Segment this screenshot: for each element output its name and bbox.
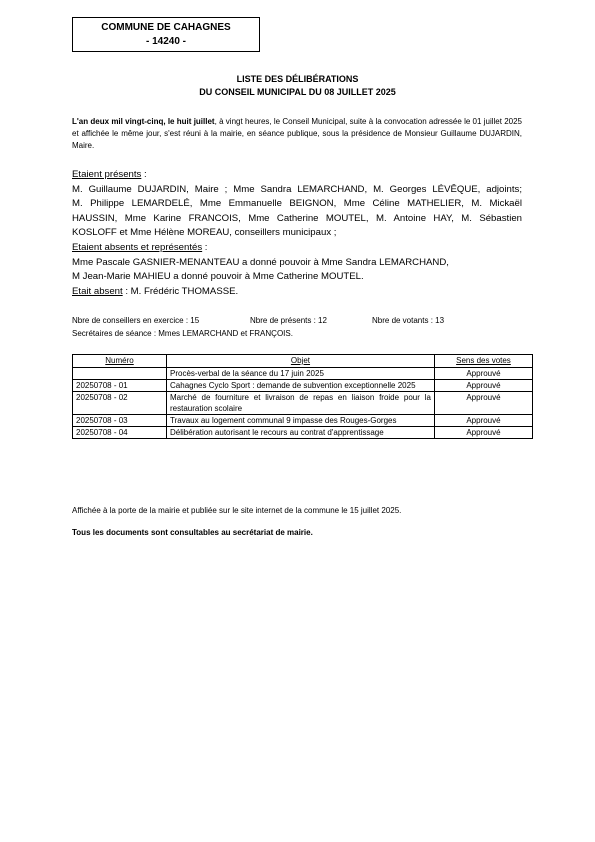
stat-presents: Nbre de présents : 12 [250,316,327,325]
table-row [73,427,533,439]
row-number: 20250708 - 03 [73,415,167,427]
header-vote: Sens des votes [434,355,532,368]
present-line: M. Philippe LEMARDELÉ, Mme Emmanuelle BEIGNON, Mme Céline MATHELIER, M. Mickaël [72,198,522,210]
commune-name: COMMUNE DE CAHAGNES [101,22,231,33]
consultation-notice: Tous les documents sont consultables au secrétariat de mairie. [72,528,313,537]
affichage-notice: Affichée à la porte de la mairie et publiée sur le site internet de la commune le 15 juillet 2025. [72,506,402,515]
row-object: Cahagnes Cyclo Sport : demande de subvention exceptionnelle 2025 [167,380,435,392]
row-vote: Approuvé [434,380,532,392]
header-objet: Objet [167,355,435,368]
present-line: M. Guillaume DUJARDIN, Maire ; Mme Sandra LEMARCHAND, M. Georges LÉVÊQUE, adjoints; [72,183,522,195]
commune-code: - 14240 - [145,36,187,47]
table-row [73,368,533,380]
secretaires-seance: Secrétaires de séance : Mmes LEMARCHAND et FRANÇOIS. [72,329,293,338]
stat-votants: Nbre de votants : 13 [372,316,445,325]
commune-header-box [72,17,260,52]
document-subtitle: DU CONSEIL MUNICIPAL DU 08 JUILLET 2025 [199,87,396,97]
row-number [73,368,167,380]
document-title: LISTE DES DÉLIBÉRATIONS [236,74,359,84]
row-object: Délibération autorisant le recours au contrat d'apprentissage [167,427,435,439]
present-line-last: KOSLOFF et Mme Hélène MOREAU, conseillers municipaux ; [72,227,337,239]
row-object: Travaux au logement communal 9 impasse des Rouges-Gorges [167,415,435,427]
table-header-row [73,355,533,368]
intro-text: , à vingt heures, le Conseil Municipal, suite à la convocation adressée le 01 juillet 2025 et affichée le même jour, s'est réuni à la mairie, en séance publique, sous la présidence de Monsieur Guillaume DUJARDIN, Maire. [72,117,522,150]
row-vote: Approuvé [434,427,532,439]
absent-represented-label: Etaient absents et représentés [72,241,203,253]
absent-names: : M. Frédéric THOMASSE. [125,285,239,297]
table-row [73,392,533,415]
row-object: Marché de fourniture et livraison de repas en liaison froide pour la restauration scolaire [167,392,435,415]
present-label: Etaient présents [72,169,142,180]
row-vote: Approuvé [434,392,532,415]
stat-exercice: Nbre de conseillers en exercice : 15 [72,316,200,325]
row-vote: Approuvé [434,415,532,427]
deliberations-table [72,354,533,439]
row-number: 20250708 - 01 [73,380,167,392]
row-number: 20250708 - 02 [73,392,167,415]
header-numero: Numéro [73,355,167,368]
row-vote: Approuvé [434,368,532,380]
table-row [73,415,533,427]
intro-bold: L'an deux mil vingt-cinq, le huit juillet [72,117,215,126]
row-object: Procès-verbal de la séance du 17 juin 2025 [167,368,435,380]
attendance-section: Etaient présents : M. Guillaume DUJARDIN, Maire ; Mme Sandra LEMARCHAND, M. Georges LÉVÊQUE, adjoints; M. Philippe LEMARDELÉ, Mme Emmanuelle BEIGNON, Mme Céline MATHELIER, M. Mickaël HAUSSIN, Mme Karine FRANCOIS, Mme Catherine MOUTEL, M. Antoine HAY, M. Sébastien KOSLOFF et Mme Hélène MOREAU, conseillers municipaux ; Etaient absents et représentés : Mme Pascale GASNIER-MENANTEAU a donné pouvoir à Mme Sandra LEMARCHAND, M Jean-Marie MAHIEU a donné pouvoir à Mme Catherine MOUTEL. Etait absent : M. Frédéric THOMASSE. [72,169,522,297]
row-number: 20250708 - 04 [73,427,167,439]
present-line: HAUSSIN, Mme Karine FRANCOIS, Mme Catherine MOUTEL, M. Antoine HAY, M. Sébastien [72,212,522,224]
absent-represented-line: Mme Pascale GASNIER-MENANTEAU a donné pouvoir à Mme Sandra LEMARCHAND, [72,256,449,268]
intro-paragraph [72,116,522,152]
table-row [73,380,533,392]
absent-label: Etait absent [72,285,123,297]
absent-represented-line: M Jean-Marie MAHIEU a donné pouvoir à Mme Catherine MOUTEL. [72,271,364,283]
